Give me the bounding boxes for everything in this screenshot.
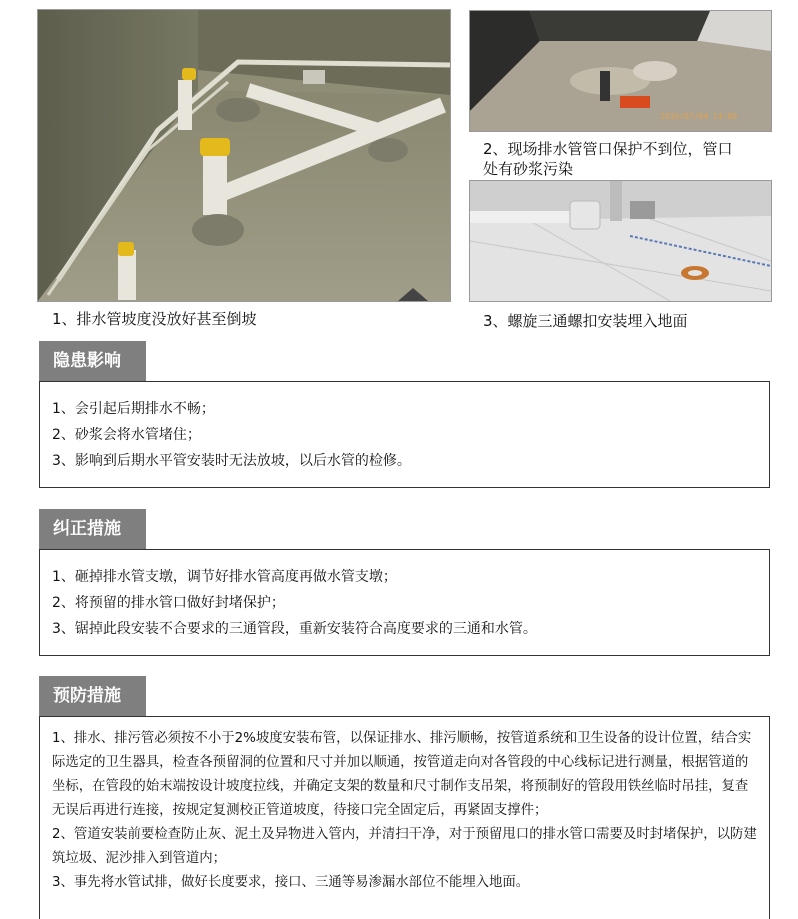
photo-drain-pipe-slope xyxy=(37,9,451,302)
photo2-caption-line1: 2、现场排水管管口保护不到位，管口 xyxy=(483,140,733,158)
hazard-section-body xyxy=(39,381,770,488)
hazard-item: 3、影响到后期水平管安装时无法放坡，以后水管的检修。 xyxy=(52,453,411,469)
photo1-caption: 1、排水管坡度没放好甚至倒坡 xyxy=(52,310,257,328)
hazard-section-title: 隐患影响 xyxy=(39,341,146,381)
prevention-item: 1、排水、排污管必须按不小于2%坡度安装布管，以保证排水、排污顺畅，按管道系统和卫生设备的设计位置，结合实际选定的卫生器具，检查各预留洞的位置和尺寸并加以顺通，按管道走向对各管段的中心线标记进行测量，根据管道的坐标，在管段的始末端按设计坡度拉线，并确定支架的数量和尺寸制作支吊架，将预制好的管段用铁丝临时吊挂，复查无误后再进行连接，按规定复测校正管道坡度，待接口完全固定后，再紧固支撑件； xyxy=(52,731,752,818)
prevention-section-title: 预防措施 xyxy=(39,676,146,716)
correction-item: 1、砸掉排水管支墩，调节好排水管高度再做水管支墩； xyxy=(52,569,397,585)
prevention-section-body xyxy=(39,716,770,919)
prevention-item: 2、管道安装前要检查防止灰、泥土及异物进入管内，并清扫干净，对于预留甩口的排水管口需要及时封堵保护，以防建筑垃圾、泥沙排入到管道内； xyxy=(52,827,757,866)
hazard-item: 2、砂浆会将水管堵住； xyxy=(52,427,201,443)
correction-section-title: 纠正措施 xyxy=(39,509,146,549)
photo2-caption-line2: 处有砂浆污染 xyxy=(483,160,574,178)
prevention-item: 3、事先将水管试排，做好长度要求，接口、三通等易渗漏水部位不能埋入地面。 xyxy=(52,875,530,890)
photo-spiral-tee-buried xyxy=(469,180,772,302)
correction-item: 3、锯掉此段安装不合要求的三通管段，重新安装符合高度要求的三通和水管。 xyxy=(52,621,537,637)
photo2-caption xyxy=(483,139,773,179)
hazard-item: 1、会引起后期排水不畅； xyxy=(52,401,215,417)
correction-item: 2、将预留的排水管口做好封堵保护； xyxy=(52,595,285,611)
correction-section-body xyxy=(39,549,770,656)
photo-timestamp: 2016/07/04 14:09 xyxy=(660,112,738,121)
photo-pipe-mouth-mortar xyxy=(469,10,772,132)
photo3-caption: 3、螺旋三通螺扣安装埋入地面 xyxy=(483,312,688,330)
